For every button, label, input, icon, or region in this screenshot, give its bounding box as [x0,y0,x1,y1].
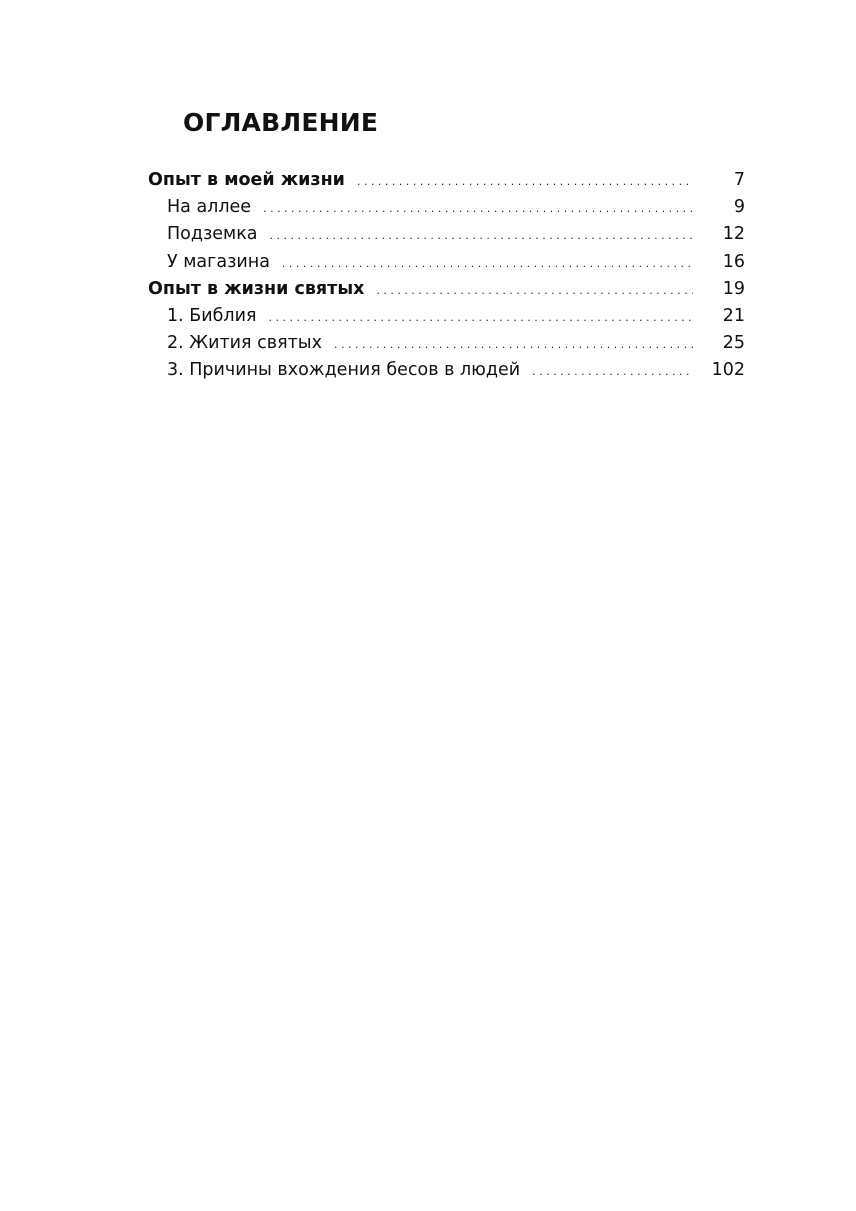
dot-leader [532,358,693,385]
toc-entry[interactable] [148,276,745,303]
toc-entry-title: У магазина [167,251,270,272]
toc-entry-page: 102 [711,360,745,381]
toc-entry[interactable] [148,357,745,384]
toc-entry-title: Опыт в жизни святых [148,278,365,299]
toc-entry-title: На аллее [167,197,252,218]
toc-entry-title: 2. Жития святых [167,333,322,354]
table-of-contents [148,167,745,385]
toc-entry[interactable] [148,330,745,357]
dot-leader [263,195,693,222]
toc-entry-title: 1. Библия [167,305,257,326]
toc-entry-page: 19 [722,278,745,299]
toc-entry-page: 9 [733,197,745,218]
toc-entry[interactable] [148,194,745,221]
toc-entry-title: 3. Причины вхождения бесов в людей [167,360,521,381]
dot-leader [357,168,693,195]
toc-entry[interactable] [148,249,745,276]
dot-leader [376,277,693,304]
toc-entry-title: Подземка [167,224,258,245]
dot-leader [269,304,693,331]
toc-entry-page: 21 [722,305,745,326]
toc-entry-page: 7 [733,170,745,190]
dot-leader [334,331,693,358]
dot-leader [270,222,693,249]
toc-entry-page: 16 [722,251,745,272]
toc-entry-page: 25 [722,333,745,354]
toc-entry[interactable] [148,167,745,194]
toc-entry[interactable] [148,303,745,330]
dot-leader [282,250,693,277]
toc-entry-title: Опыт в моей жизни [148,170,345,190]
toc-entry-page: 12 [722,224,745,245]
page-title: ОГЛАВЛЕНИЕ [183,108,379,137]
toc-entry[interactable] [148,221,745,248]
